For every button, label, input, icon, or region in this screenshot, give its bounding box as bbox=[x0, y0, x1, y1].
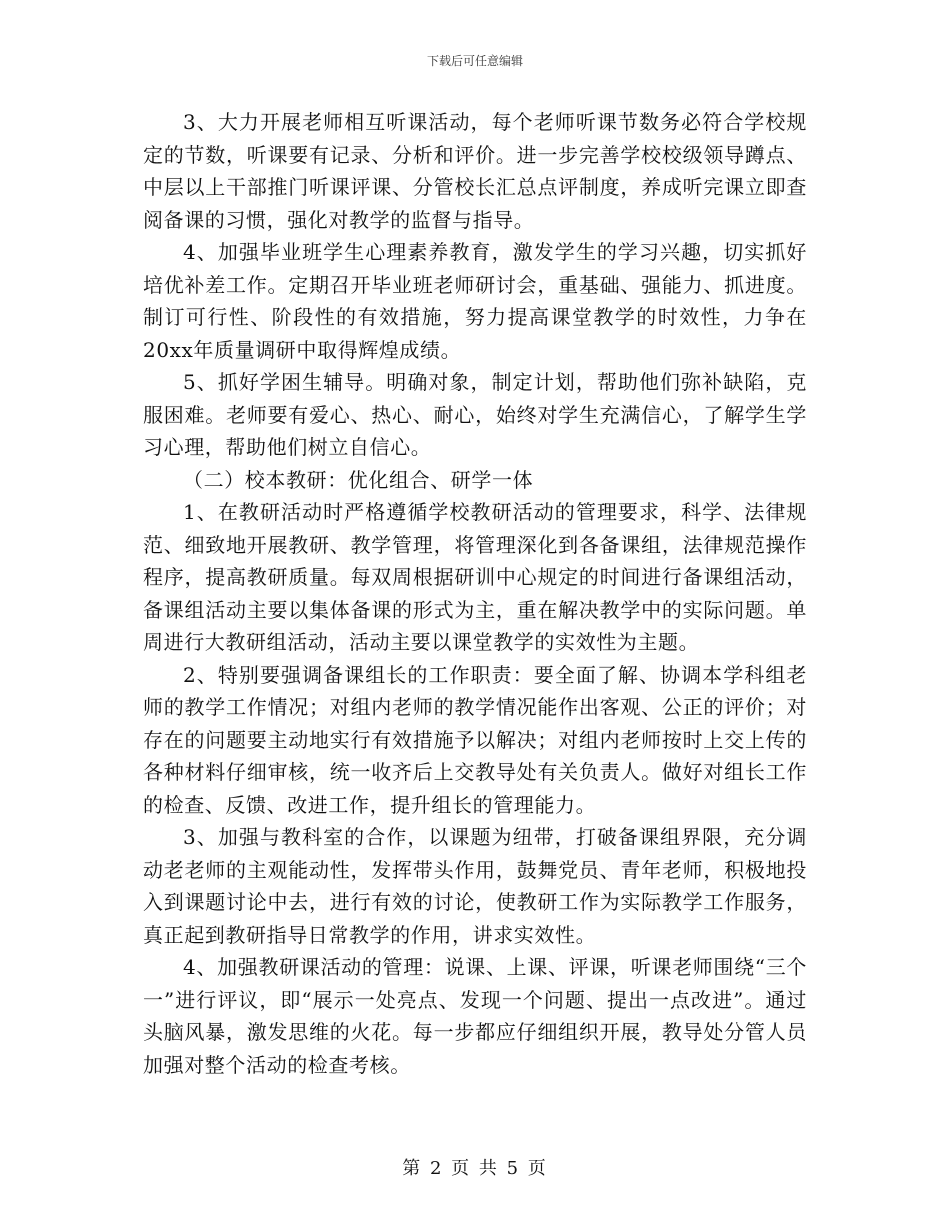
paragraph-5: 5、抓好学困生辅导。明确对象，制定计划，帮助他们弥补缺陷，克服困难。老师要有爱心、热心、耐心，始终对学生充满信心，了解学生学习心理，帮助他们树立自信心。 bbox=[143, 370, 807, 459]
paragraph-3: 3、大力开展老师相互听课活动，每个老师听课节数务必符合学校规定的节数，听课要有记录、分析和评价。进一步完善学校校级领导蹲点、中层以上干部推门听课评课、分管校长汇总点评制度，养成听完课立即查阅备课的习惯，强化对教学的监督与指导。 bbox=[143, 110, 807, 232]
page-header: 下载后可任意编辑 bbox=[426, 54, 523, 68]
paragraph-research-3: 3、加强与教科室的合作，以课题为纽带，打破备课组界限，充分调动老老师的主观能动性，发挥带头作用，鼓舞党员、青年老师，积极地投入到课题讨论中去，进行有效的讨论，使教研工作为实际教学工作服务，真正起到教研指导日常教学的作用，讲求实效性。 bbox=[143, 825, 807, 947]
paragraph-research-2: 2、特别要强调备课组长的工作职责：要全面了解、协调本学科组老师的教学工作情况；对组内老师的教学情况能作出客观、公正的评价；对存在的问题要主动地实行有效措施予以解决；对组内老师按时上交上传的各种材料仔细审核，统一收齐后上交教导处有关负责人。做好对组长工作的检查、反馈、改进工作，提升组长的管理能力。 bbox=[143, 662, 807, 817]
paragraph-4: 4、加强毕业班学生心理素养教育，激发学生的学习兴趣，切实抓好培优补差工作。定期召开毕业班老师研讨会，重基础、强能力、抓进度。制订可行性、阶段性的有效措施，努力提高课堂教学的时效性，力争在20xx年质量调研中取得辉煌成绩。 bbox=[143, 240, 807, 362]
paragraph-research-1: 1、在教研活动时严格遵循学校教研活动的管理要求，科学、法律规范、细致地开展教研、教学管理，将管理深化到各备课组，法律规范操作程序，提高教研质量。每双周根据研训中心规定的时间进行备课组活动，备课组活动主要以集体备课的形式为主，重在解决教学中的实际问题。单周进行大教研组活动，活动主要以课堂教学的实效性为主题。 bbox=[143, 500, 807, 654]
document-body bbox=[143, 106, 807, 1081]
page-footer: 第 2 页 共 5 页 bbox=[402, 1158, 548, 1179]
paragraph-research-4: 4、加强教研课活动的管理：说课、上课、评课，听课老师围绕“三个一”进行评议，即“展示一处亮点、发现一个问题、提出一点改进”。通过头脑风暴，激发思维的火花。每一步都应仔细组织开展，教导处分管人员加强对整个活动的检查考核。 bbox=[143, 955, 807, 1077]
section-heading: （二）校本教研：优化组合、研学一体 bbox=[183, 467, 534, 492]
